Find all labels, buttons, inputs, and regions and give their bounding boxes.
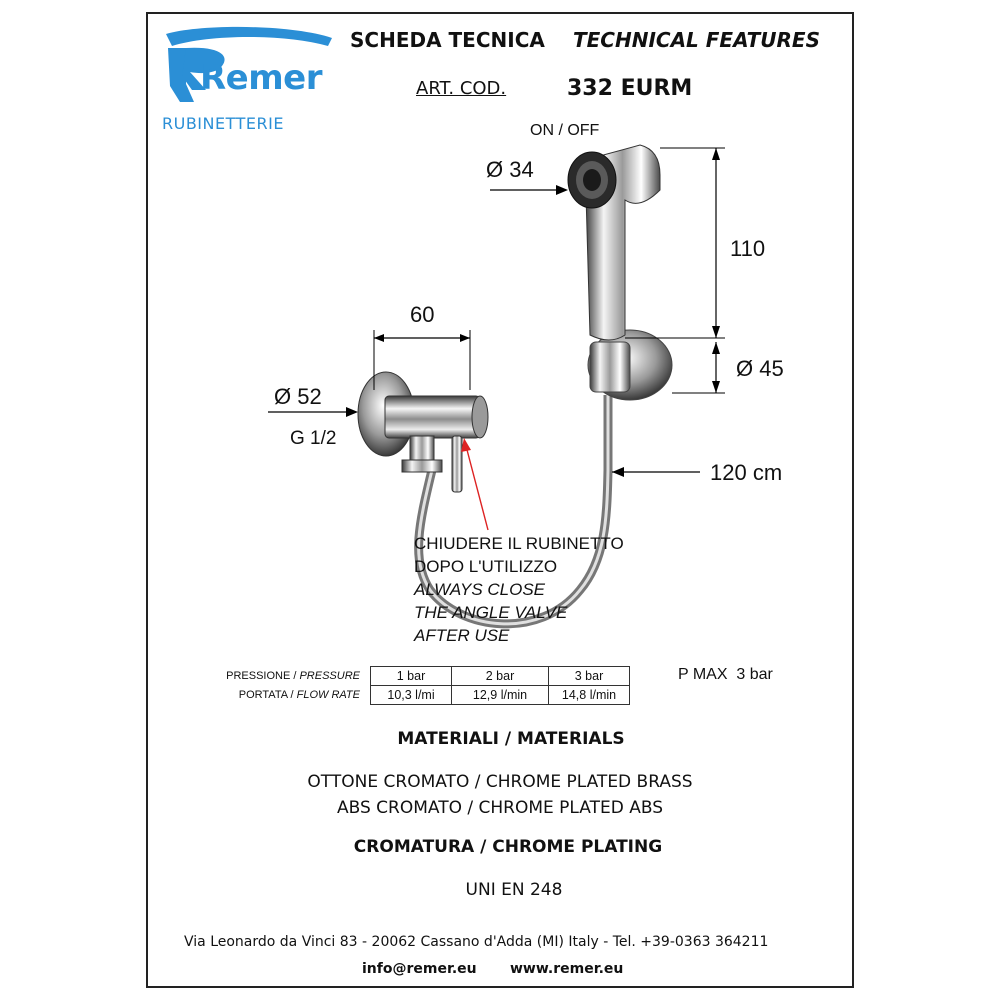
pressure-row-label: PRESSIONE / PRESSURE — [226, 670, 360, 682]
table-row — [206, 667, 630, 686]
logo-brand-text: Remer — [200, 58, 322, 98]
flow-cell: 12,9 l/min — [452, 686, 549, 705]
max-pressure-label: P MAX 3 bar — [678, 666, 773, 683]
valve-width-label: 60 — [410, 302, 435, 327]
materials-line-1: OTTONE CROMATO / CHROME PLATED BRASS — [307, 772, 693, 792]
title-english: TECHNICAL FEATURES — [573, 28, 821, 52]
note-english-line-3: AFTER USE — [414, 626, 510, 645]
materials-title: MATERIALI / MATERIALS — [397, 729, 625, 749]
materials-line-2: ABS CROMATO / CHROME PLATED ABS — [336, 798, 663, 818]
note-english-line-1: ALWAYS CLOSE — [414, 580, 546, 599]
flange-diameter-label: Ø 52 — [274, 384, 322, 409]
plating-standard: UNI EN 248 — [465, 880, 563, 900]
title-italian: SCHEDA TECNICA — [350, 28, 545, 52]
thread-label: G 1/2 — [290, 428, 337, 449]
pressure-cell: 2 bar — [452, 667, 549, 686]
head-length-label: 110 — [730, 236, 766, 261]
head-diameter-label: Ø 34 — [486, 157, 534, 182]
article-code-label: ART. COD. — [416, 78, 507, 99]
company-website[interactable]: www.remer.eu — [510, 961, 624, 977]
company-email[interactable]: info@remer.eu — [362, 961, 477, 977]
hose-length-label: 120 cm — [710, 460, 783, 485]
usage-note — [414, 532, 624, 647]
logo-subtitle: RUBINETTERIE — [162, 114, 284, 133]
flow-row-label: PORTATA / FLOW RATE — [238, 689, 360, 701]
pressure-cell: 3 bar — [549, 667, 630, 686]
note-italian-line-1: CHIUDERE IL RUBINETTO — [414, 534, 624, 553]
pressure-cell: 1 bar — [371, 667, 452, 686]
pressure-flow-table — [206, 666, 630, 705]
note-italian-line-2: DOPO L'UTILIZZO — [414, 557, 558, 576]
on-off-label: ON / OFF — [530, 122, 600, 139]
holder-diameter-label: Ø 45 — [736, 356, 784, 381]
company-address: Via Leonardo da Vinci 83 - 20062 Cassano d'Adda (MI) Italy - Tel. +39-0363 364211 — [184, 934, 769, 950]
table-row — [206, 686, 630, 705]
flow-cell: 10,3 l/mi — [371, 686, 452, 705]
article-code-value: 332 EURM — [567, 76, 693, 101]
note-english-line-2: THE ANGLE VALVE — [414, 603, 568, 622]
plating-title: CROMATURA / CHROME PLATING — [353, 837, 663, 857]
valve-body — [385, 396, 480, 438]
flow-cell: 14,8 l/min — [549, 686, 630, 705]
